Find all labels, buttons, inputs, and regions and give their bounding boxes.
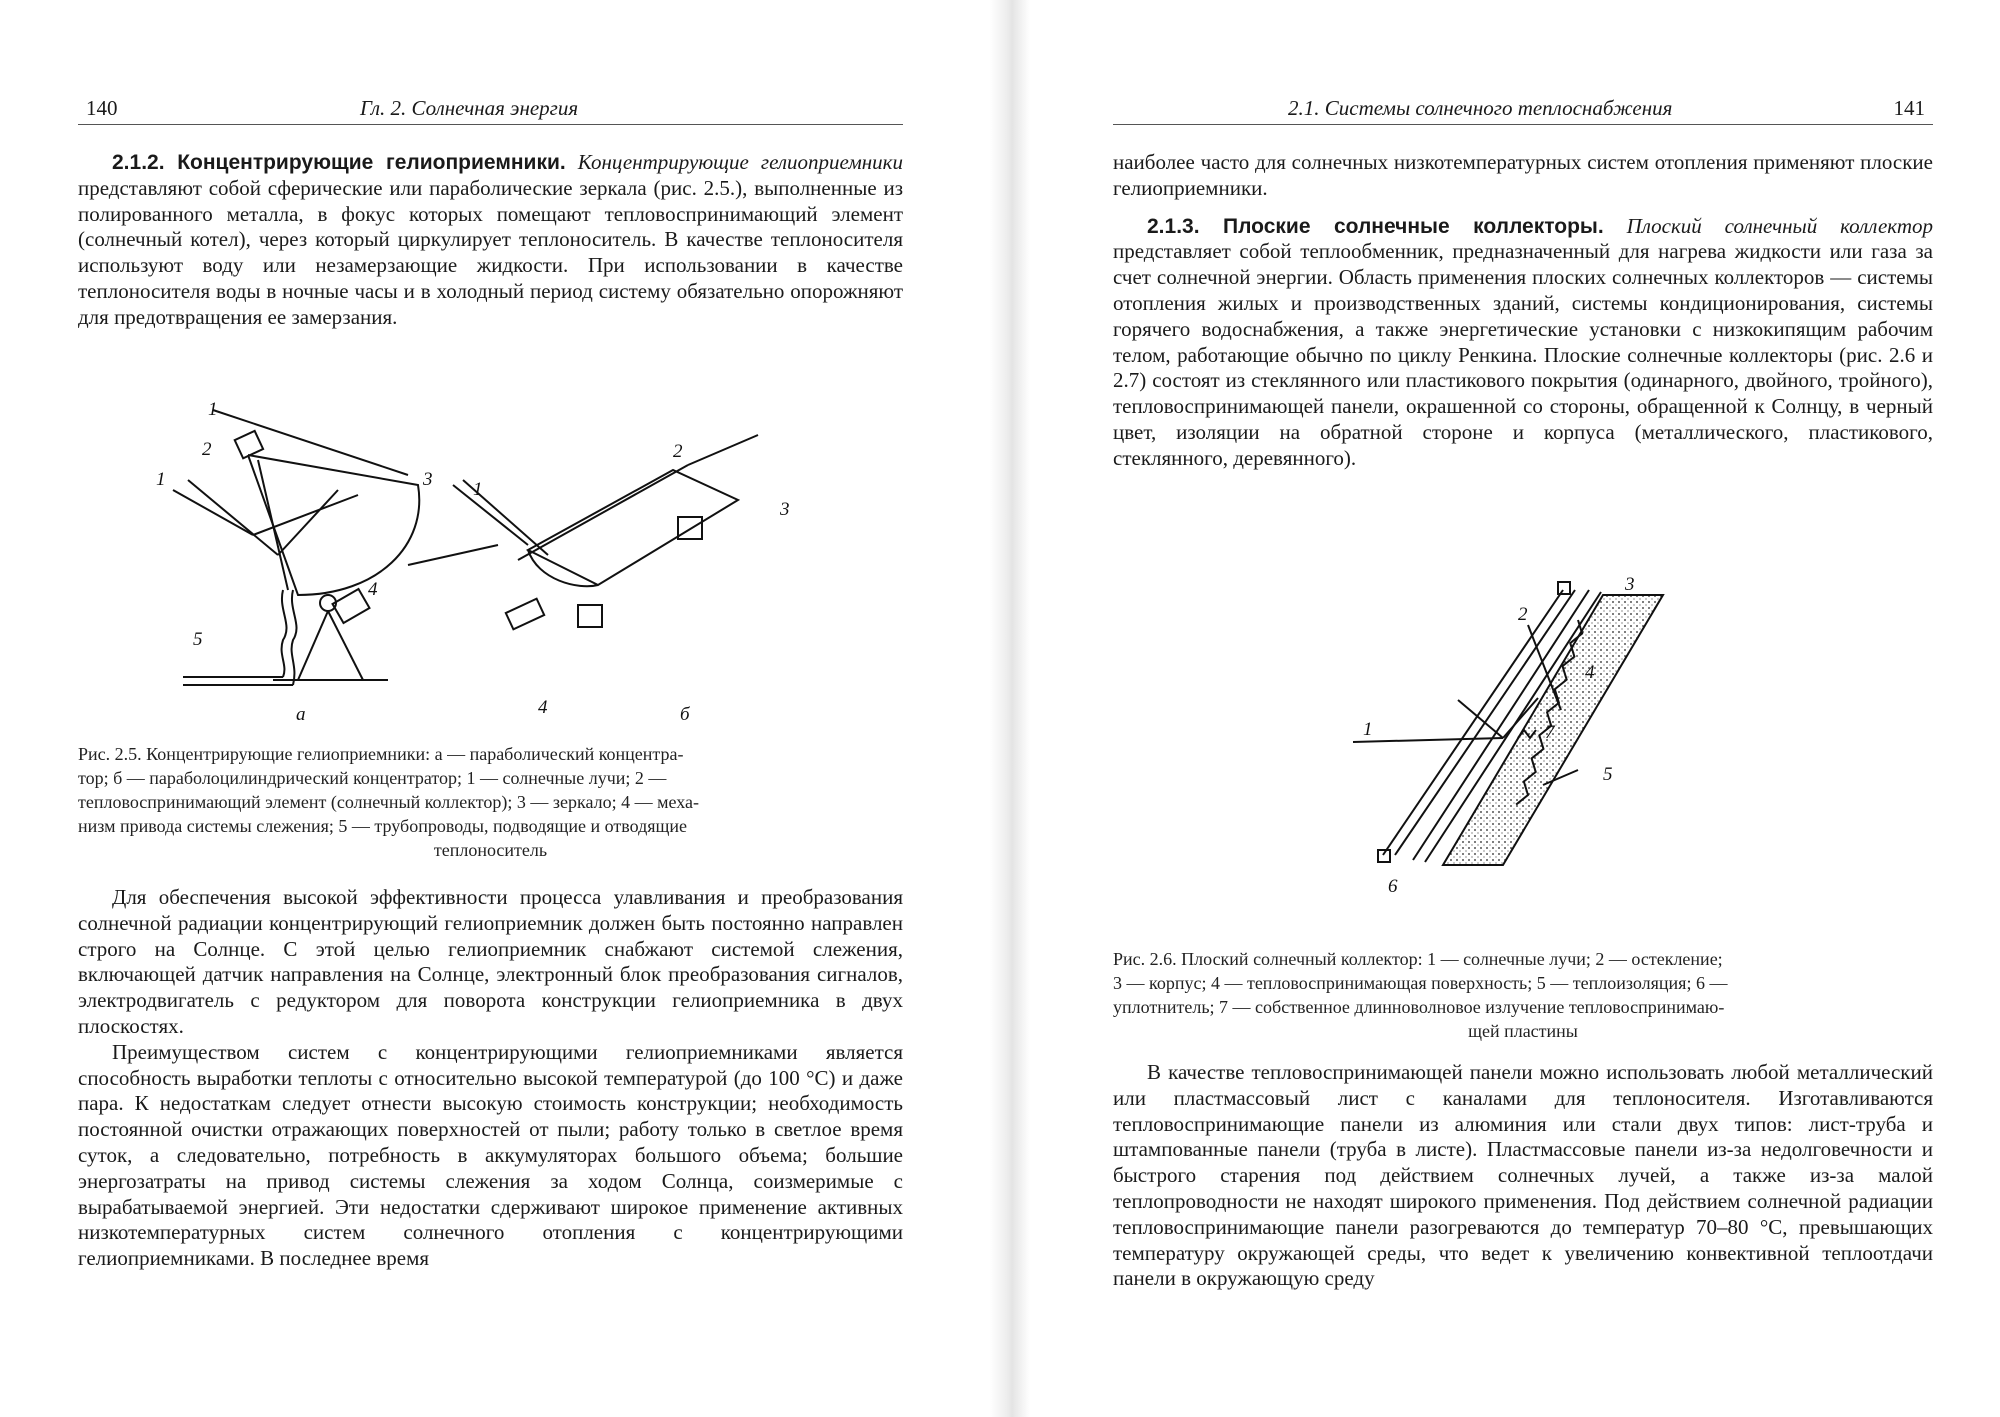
figure-2-5-caption — [78, 742, 903, 862]
figure-2-6 — [1353, 570, 1813, 900]
section-body: представляет собой теплообменник, предназначенный для нагрева жидкости или газа за счет солнечной энергии. Область применения плоских солнечных коллекторов — системы отопления жилых и производственных зданий, системы кондиционирования, системы горячего водоснабжения, а также энергетические установки с низкокипящим рабочим телом, работающие обычно по циклу Ренкина. Плоские солнечные коллекторы (рис. 2.6 и 2.7) состоят из стеклянного или пластикового покрытия (одинарного, двойного, тройного), тепловоспринимающей панели, окрашенной со стороны, обращенной к Солнцу, в черный цвет, изоляции на обратной стороне и корпуса (металлического, пластикового, стеклянного, деревянного). — [1113, 239, 1933, 470]
sublabel-b: б — [680, 704, 690, 725]
focal-receiver — [258, 460, 288, 590]
right-running-header — [1113, 92, 1933, 125]
label-3: 3 — [1625, 574, 1635, 595]
drive-motor — [506, 599, 544, 630]
right-page-number: 141 — [1893, 96, 1925, 120]
paragraph: Для обеспечения высокой эффективности процесса улавливания и преобразования солнечной радиации концентрирующий гелиоприемник должен быть постоянно направлен строго на Солнце. С этой целью гелиоприемник снабжают системой слежения, включающей датчик направления на Солнце, электронный блок преобразования сигналов, электродвигатель с редуктором для поворота конструкции гелиоприемника в двух плоскостях. — [78, 885, 903, 1038]
label-r2: 2 — [673, 441, 683, 462]
paragraph-continued: наиболее часто для солнечных низкотемпературных систем отопления применяют плоские гелиоприемники. — [1113, 150, 1933, 200]
section-body: представляют собой сферические или параболические зеркала (рис. 2.5.), выполненные из полированного металла, в фокус которых помещают тепловоспринимающий элемент (солнечный котел), через который циркулирует теплоноситель. В качестве теплоносителя используют воду или незамерзающие жидкости. При использовании в качестве теплоносителя воды в ночные часы и в холодный период систему обязательно опорожняют для предотвращения ее замерзания. — [78, 175, 903, 329]
left-section-paragraph — [78, 150, 903, 331]
section-paragraph — [1113, 214, 1933, 472]
label-5: 5 — [193, 629, 203, 650]
label-1b: 1 — [156, 469, 166, 490]
left-running-header — [78, 92, 903, 125]
inflow — [408, 545, 498, 565]
right-page — [1113, 0, 1933, 1417]
label-6: 6 — [1388, 876, 1398, 897]
drive-mechanism — [333, 589, 370, 623]
caption-line: тор; б — параболоцилиндрический концентратор; 1 — солнечные лучи; 2 — — [78, 768, 667, 788]
figure-2-5 — [78, 395, 903, 735]
incoming-ray — [1353, 738, 1503, 742]
book-gutter — [990, 0, 1030, 1417]
right-running-title: 2.1. Системы солнечного теплоснабжения — [1288, 96, 1673, 120]
label-4: 4 — [368, 579, 378, 600]
left-body-text — [78, 885, 903, 1272]
term-italic: Плоский солнечный коллектор — [1626, 213, 1933, 238]
housing-corner — [1558, 582, 1570, 594]
right-body-text — [1113, 1060, 1933, 1292]
pipe-wave — [282, 590, 287, 677]
left-running-title: Гл. 2. Солнечная энергия — [360, 96, 579, 120]
label-r3: 3 — [780, 499, 790, 520]
section-heading-2-1-2: 2.1.2. Концентрирующие гелиоприемники. — [112, 151, 566, 174]
label-4: 4 — [1585, 662, 1595, 683]
caption-line: уплотнитель; 7 — собственное длинноволновое излучение тепловоспринимаю- — [1113, 997, 1725, 1017]
section-heading-2-1-3: 2.1.3. Плоские солнечные коллекторы. — [1147, 214, 1604, 238]
label-7: 7 — [1545, 722, 1555, 743]
sun-ray — [173, 490, 253, 535]
caption-line: щей пластины — [1468, 1021, 1578, 1041]
support-block — [578, 605, 602, 627]
sun-ray — [453, 485, 528, 545]
caption-line: теплоноситель — [433, 840, 548, 860]
label-1: 1 — [208, 399, 218, 420]
caption-line: Рис. 2.5. Концентрирующие гелиоприемники: а — параболический концентра- — [78, 744, 684, 764]
figure-2-5b-trough — [408, 435, 758, 629]
label-r4: 4 — [538, 697, 548, 718]
figure-2-6-caption — [1113, 947, 1933, 1043]
label-2: 2 — [202, 439, 212, 460]
label-r1: 1 — [473, 479, 483, 500]
stand-leg — [298, 611, 328, 680]
caption-line: тепловоспринимающий элемент (солнечный коллектор); 3 — зеркало; 4 — меха- — [78, 792, 699, 812]
right-intro-text — [1113, 150, 1933, 472]
trough-top — [528, 470, 738, 585]
caption-line: 3 — корпус; 4 — тепловоспринимающая поверхность; 5 — теплоизоляция; 6 — — [1113, 973, 1728, 993]
label-3: 3 — [423, 469, 433, 490]
paragraph: В качестве тепловоспринимающей панели можно использовать любой металлический или пластмассовый лист с каналами для теплоносителя. Изготавливаются тепловоспринимающие панели из алюминия или стали двух типов: лист-труба и штампованные панели (труба в листе). Пластмассовые панели из-за недолговечности и быстрого старения под действием солнечных лучей, а также из-за малой теплопроводности не находят широкого применения. Под действием солнечной радиации тепловоспринимающие панели разогреваются до температур 70–80 °C, превышающих температуру окружающей среды, что ведет к увеличению конвективной теплоотдачи панели в окружающую среду — [1113, 1060, 1933, 1291]
collector-body — [1353, 582, 1663, 865]
pipe-wave — [292, 590, 297, 685]
paragraph: Преимуществом систем с концентрирующими гелиоприемниками является способность выработки теплоты с относительно высокой температурой (до 100 °C) и даже пара. К недостаткам следует отнести высокую стоимость конструкции; необходимость постоянной очистки отражающих поверхностей от пыли; работу только в светлое время суток, а следовательно, потребность в аккумуляторах большого объема; большие энергозатраты на привод системы слежения за ходом Солнца, соизмеримые с вырабатываемой энергией. Эти недостатки сдерживают широкое применение активных низкотемпературных систем солнечного отопления с концентрирующими гелиоприемниками. В последнее время — [78, 1039, 903, 1271]
label-5: 5 — [1603, 764, 1613, 785]
label-2: 2 — [1518, 604, 1528, 625]
caption-line: Рис. 2.6. Плоский солнечный коллектор: 1 — солнечные лучи; 2 — остекление; — [1113, 949, 1723, 969]
tube-out — [688, 435, 758, 465]
sublabel-a: а — [296, 704, 306, 725]
caption-line: низм привода системы слежения; 5 — трубопроводы, подводящие и отводящие — [78, 816, 688, 836]
left-section-block — [78, 150, 903, 331]
term-italic: Концентрирующие гелиоприемники — [577, 150, 903, 174]
left-page — [78, 0, 903, 1417]
label-1: 1 — [1363, 719, 1373, 740]
left-page-number: 140 — [86, 96, 118, 120]
